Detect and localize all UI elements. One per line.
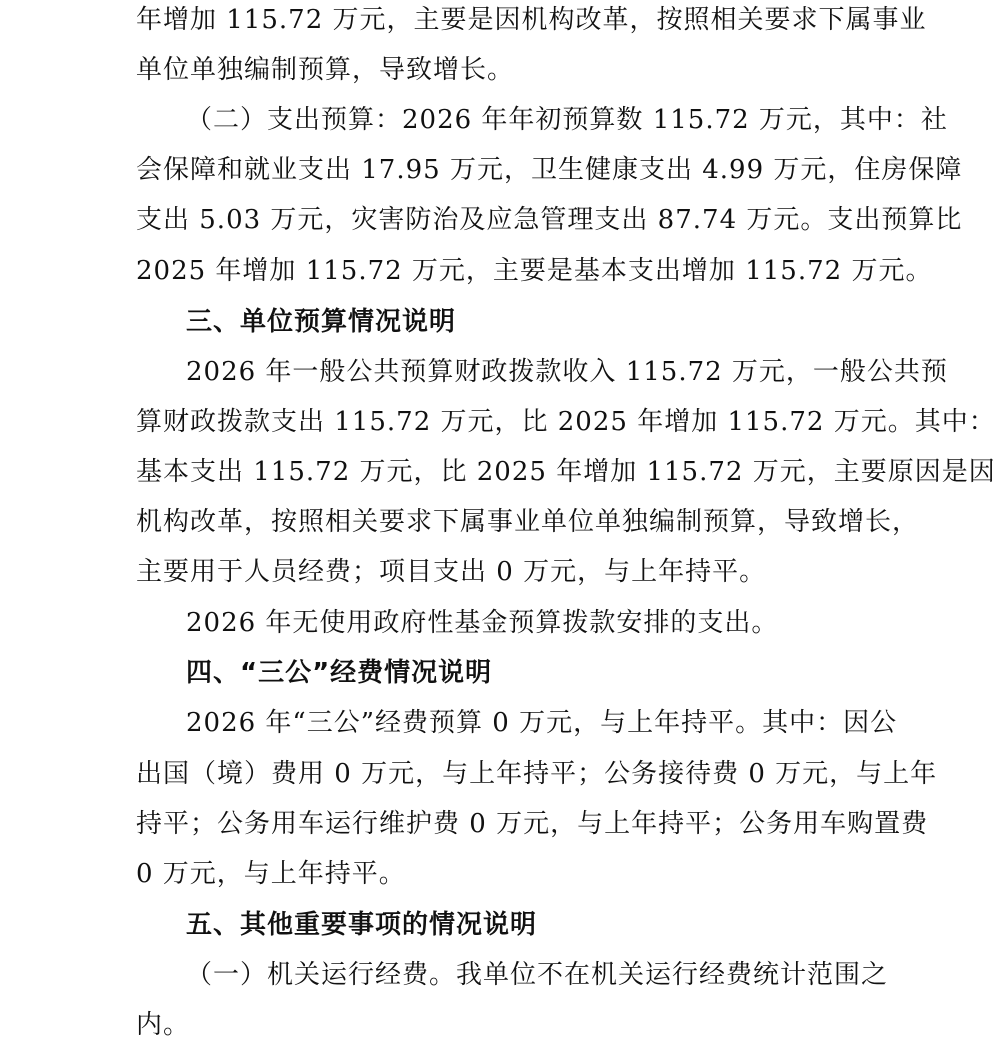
paragraph-line: 2025 年增加 115.72 万元，主要是基本支出增加 115.72 万元。 [136, 256, 933, 286]
paragraph-line: 持平；公务用车运行维护费 0 万元，与上年持平；公务用车购置费 [136, 809, 929, 839]
paragraph-line: （一）机关运行经费。我单位不在机关运行经费统计范围之 [186, 960, 889, 990]
paragraph-line: 2026 年一般公共预算财政拨款收入 115.72 万元，一般公共预 [186, 357, 948, 387]
paragraph-line: 出国（境）费用 0 万元，与上年持平；公务接待费 0 万元，与上年 [136, 759, 938, 789]
paragraph-line: 0 万元，与上年持平。 [136, 859, 406, 889]
paragraph-line: 基本支出 115.72 万元，比 2025 年增加 115.72 万元，主要原因是因 [136, 457, 996, 487]
paragraph-line: （二）支出预算：2026 年年初预算数 115.72 万元，其中：社 [186, 105, 948, 135]
paragraph-line: 2026 年无使用政府性基金预算拨款安排的支出。 [186, 608, 779, 638]
paragraph-line: 内。 [136, 1010, 191, 1040]
section-heading: 四、“三公”经费情况说明 [186, 658, 493, 688]
paragraph-line: 主要用于人员经费；项目支出 0 万元，与上年持平。 [136, 557, 767, 587]
paragraph-line: 2026 年“三公”经费预算 0 万元，与上年持平。其中：因公 [186, 708, 898, 738]
section-heading: 五、其他重要事项的情况说明 [186, 910, 538, 940]
paragraph-line: 支出 5.03 万元，灾害防治及应急管理支出 87.74 万元。支出预算比 [136, 205, 963, 235]
paragraph-line: 单位单独编制预算，导致增长。 [136, 55, 515, 85]
paragraph-line: 会保障和就业支出 17.95 万元，卫生健康支出 4.99 万元，住房保障 [136, 155, 963, 185]
paragraph-line: 算财政拨款支出 115.72 万元，比 2025 年增加 115.72 万元。其中： [136, 407, 996, 437]
paragraph-line: 年增加 115.72 万元，主要是因机构改革，按照相关要求下属事业 [136, 5, 927, 35]
section-heading: 三、单位预算情况说明 [186, 307, 457, 337]
paragraph-line: 机构改革，按照相关要求下属事业单位单独编制预算，导致增长， [136, 507, 920, 537]
